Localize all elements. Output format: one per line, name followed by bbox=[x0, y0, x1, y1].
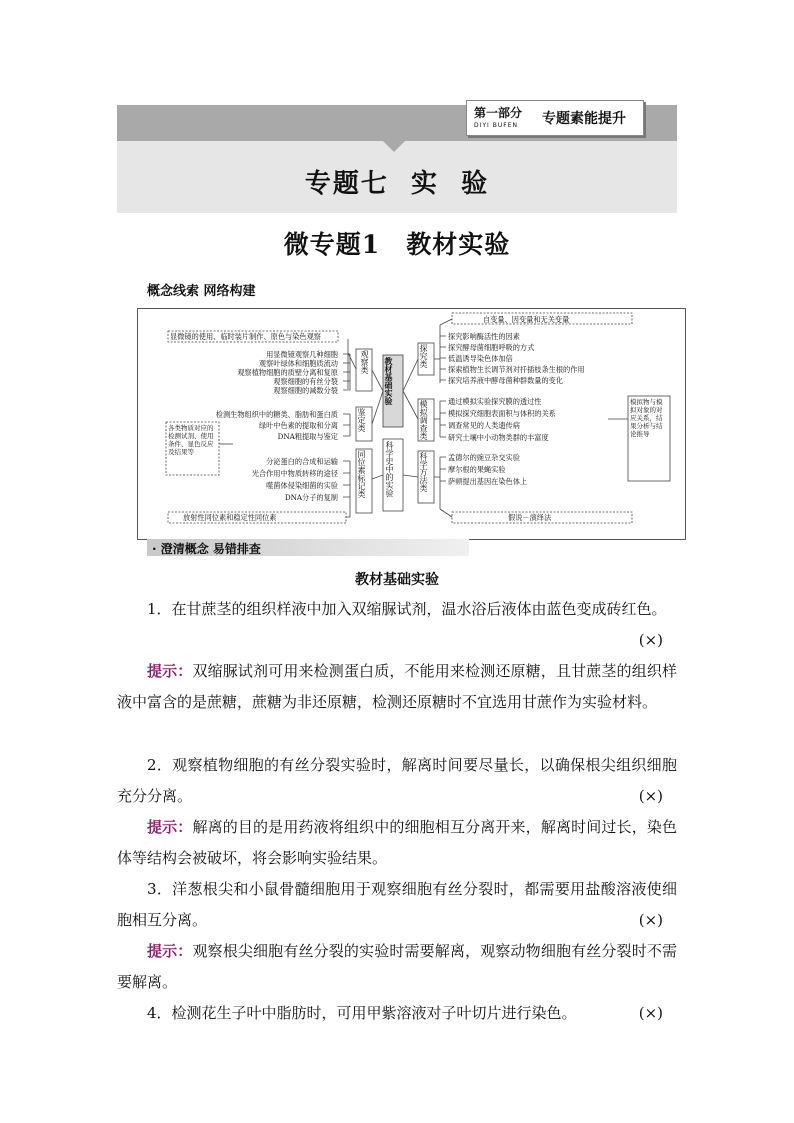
part-name: 专题素能提升 bbox=[542, 111, 626, 127]
hint-label: 提示： bbox=[147, 942, 193, 960]
question-mark: (×) bbox=[638, 787, 663, 805]
question-statement: 4．检测花生子叶中脂肪时，可用甲紫溶液对子叶切片进行染色。 bbox=[147, 1004, 577, 1022]
diagram-right-item: 通过模拟实验探究膜的透过性 bbox=[448, 397, 542, 406]
diagram-left-item: DNA分子的复制 bbox=[284, 493, 338, 502]
diagram-left-item: 观察叶绿体和细胞质流动 bbox=[258, 359, 338, 368]
diagram-left-item: 分泌蛋白的合成和运输 bbox=[266, 457, 338, 466]
diagram-right-item: 假说－演绎法 bbox=[508, 513, 552, 522]
hint-text: 双缩脲试剂可用来检测蛋白质，不能用来检测还原糖，且甘蔗茎的组织样液中富含的是蔗糖，蔗糖为非还原糖，检测还原糖时不宜选用甘蔗作为实验材料。 bbox=[117, 662, 677, 711]
hint-label: 提示： bbox=[147, 662, 193, 680]
diagram-left-item: 用显微镜观察几种细胞 bbox=[266, 350, 338, 359]
diagram-left-item: 观察植物细胞的质壁分离和复原 bbox=[237, 368, 338, 377]
hint-text: 观察根尖细胞有丝分裂的实验时需要解离，观察动物细胞有丝分裂时不需要解离。 bbox=[117, 942, 677, 991]
diagram-left-item: 显微镜的使用、临时装片制作、原色与染色观察 bbox=[170, 332, 321, 341]
diagram-left-item: 光合作用中物质转移的途径 bbox=[251, 469, 338, 478]
question-mark: (×) bbox=[638, 911, 663, 929]
hint-3 bbox=[117, 936, 677, 998]
right-note: 模拟物与模拟对象的对应关系，结果分析与结论推导 bbox=[630, 398, 663, 438]
box-observe: 观察类 bbox=[360, 350, 369, 374]
hint-label: 提示： bbox=[147, 818, 193, 836]
diagram-right-item: 萨顿提出基因在染色体上 bbox=[448, 477, 528, 486]
diagram-left-item: DNA粗提取与鉴定 bbox=[277, 432, 338, 441]
diagram-right-item: 低温诱导染色体加倍 bbox=[448, 354, 513, 363]
clarify-heading: · 澄清概念 易错排查 bbox=[152, 542, 261, 556]
hint-2 bbox=[117, 812, 677, 874]
concept-heading: 概念线索 网络构建 bbox=[147, 284, 256, 299]
question-2 bbox=[117, 750, 677, 812]
hint-text: 解离的目的是用药液将组织中的细胞相互分离开来，解离时间过长，染色体等结构会被破坏，将会影响实验结果。 bbox=[117, 818, 677, 867]
diagram-left-item: 观察细胞的有丝分裂 bbox=[273, 377, 338, 386]
diagram-left-item: 检测生物组织中的糖类、脂肪和蛋白质 bbox=[215, 410, 338, 419]
box-textbook: 教材基础实验 bbox=[384, 357, 394, 405]
diagram-right-item: 探索植物生长调节剂对扦插枝条生根的作用 bbox=[448, 365, 585, 374]
box-identify: 鉴定类 bbox=[357, 408, 366, 432]
question-3 bbox=[117, 874, 677, 936]
concept-map bbox=[137, 308, 686, 540]
diagram-right-item: 孟德尔的豌豆杂交实验 bbox=[448, 453, 520, 462]
box-method: 科学方法类 bbox=[419, 452, 428, 492]
diagram-left-item: 放射性同位素和稳定性同位素 bbox=[183, 513, 277, 522]
box-history: 科学史中的实验 bbox=[385, 441, 394, 497]
diagram-right-item: 探究影响酶活性的因素 bbox=[448, 332, 520, 341]
diagram-right-item: 摩尔根的果蝇实验 bbox=[448, 465, 506, 474]
diagram-right-item: 调查常见的人类遗传病 bbox=[448, 421, 520, 430]
topic-title: 专题七 实 验 bbox=[304, 169, 490, 199]
diagram-right-item: 研究土壤中小动物类群的丰富度 bbox=[448, 433, 549, 442]
section-title: 教材基础实验 bbox=[355, 572, 439, 588]
part-label: 第一部分 bbox=[474, 106, 523, 120]
box-simulate: 模拟调查类 bbox=[419, 400, 428, 440]
left-note: 各类物质对应的检测试剂、使用条件、显色反应及结果等 bbox=[168, 424, 214, 456]
question-mark: (×) bbox=[638, 1004, 663, 1022]
question-statement: 3．洋葱根尖和小鼠骨髓细胞用于观察细胞有丝分裂时，都需要用盐酸溶液使细胞相互分离。 bbox=[117, 880, 677, 929]
diagram-right-item: 自变量、因变量和无关变量 bbox=[483, 315, 570, 324]
box-explore: 探究类 bbox=[419, 344, 428, 368]
diagram-left-item: 噬菌体侵染细菌的实验 bbox=[266, 481, 338, 490]
header-notch bbox=[380, 138, 408, 152]
question-4 bbox=[117, 998, 677, 1029]
box-isotope: 同位素标记类 bbox=[357, 450, 366, 498]
diagram-left-item: 观察细胞的减数分裂 bbox=[273, 386, 338, 395]
diagram-right-item: 探究酵母菌细胞呼吸的方式 bbox=[448, 343, 535, 352]
question-statement: 2．观察植物细胞的有丝分裂实验时，解离时间要尽量长，以确保根尖组织细胞充分分离。 bbox=[117, 756, 677, 805]
diagram-right-item: 模拟探究细胞表面积与体积的关系 bbox=[448, 409, 556, 418]
question-1 bbox=[117, 594, 677, 649]
question-mark: (×) bbox=[638, 631, 663, 649]
question-statement: 1．在甘蔗茎的组织样液中加入双缩脲试剂，温水浴后液体由蓝色变成砖红色。 bbox=[147, 600, 667, 618]
hint-1 bbox=[117, 656, 677, 718]
diagram-right-item: 探究培养液中酵母菌种群数量的变化 bbox=[448, 376, 564, 385]
diagram-left-item: 绿叶中色素的提取和分离 bbox=[258, 421, 338, 430]
part-pinyin: DIYI BUFEN bbox=[474, 122, 518, 129]
sub-title: 微专题1 教材实验 bbox=[283, 230, 511, 259]
